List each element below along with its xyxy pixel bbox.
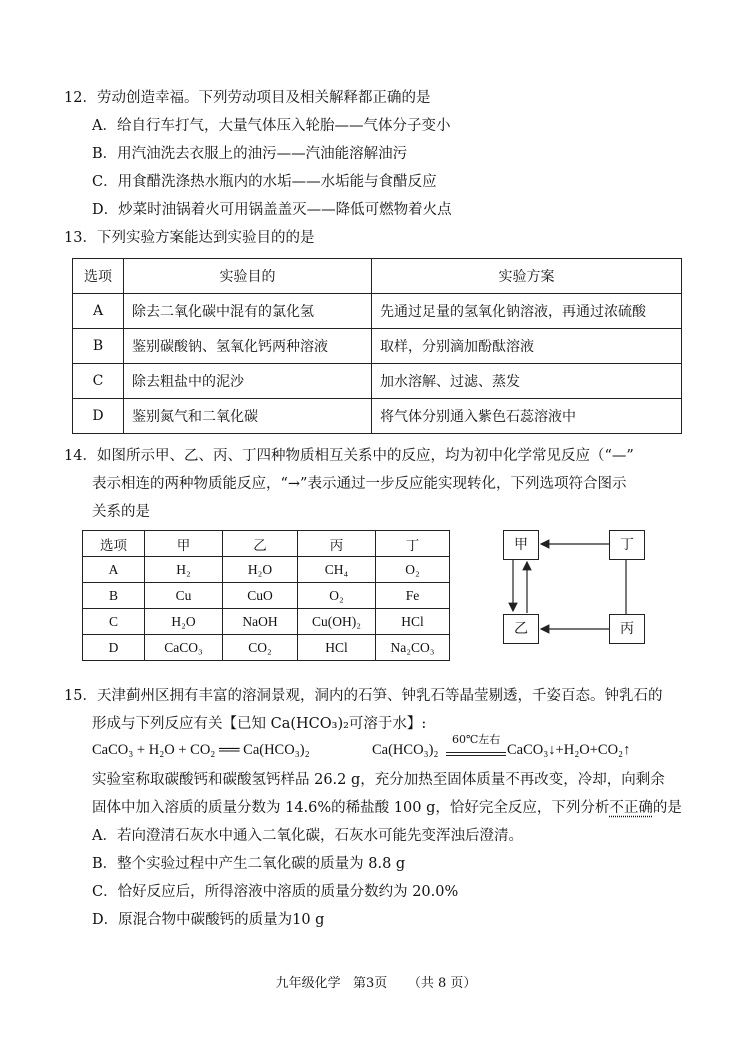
q12-option-c: C．用食醋洗涤热水瓶内的水垢——水垢能与食醋反应 [92,174,437,190]
equation-2-right: CaCO₃↓+H₂O+CO₂↑ [507,742,631,758]
table-row [83,557,450,583]
table-cell: Na₂CO₃ [376,635,450,661]
q15-option-a: A．若向澄清石灰水中通入二氧化碳，石灰水可能先变浑浊后澄清。 [92,828,523,844]
q15-stem-line2: 形成与下列反应有关【已知 Ca(HCO₃)₂可溶于水】: [92,716,427,732]
q12-option-d: D．炒菜时油锅着火可用锅盖盖灭——降低可燃物着火点 [92,202,452,218]
table-cell: O₂ [376,557,450,583]
q15-option-d: D．原混合物中碳酸钙的质量为10 g [92,912,325,928]
table-row [73,399,682,434]
table-cell: H₂O [223,557,298,583]
equation-1: CaCO₃ + H₂O + CO₂ ══ Ca(HCO₃)₂ [92,742,310,758]
table-cell: 加水溶解、过滤、蒸发 [372,364,682,399]
header-cell: 选项 [83,531,145,557]
table-row [73,294,682,329]
table-cell: CaCO₃ [145,635,223,661]
table-cell: 鉴别碳酸钠、氢氧化钙两种溶液 [124,329,372,364]
q15-stem-line1: 15．天津蓟州区拥有丰富的溶洞景观，洞内的石笋、钟乳石等晶莹剔透，千姿百态。钟乳石的 [64,688,663,704]
table-cell: CH₄ [298,557,376,583]
node-ding: 丁 [609,530,645,560]
q15-emphasis: 不正确 [609,800,653,816]
q12-stem: 12．劳动创造幸福。下列劳动项目及相关解释都正确的是 [64,90,431,106]
table-header-row [83,531,450,557]
table-cell: B [83,583,145,609]
table-cell: Cu(OH)₂ [298,609,376,635]
table-row [83,609,450,635]
table-cell: C [83,609,145,635]
q14-table [82,530,450,661]
table-cell: 除去粗盐中的泥沙 [124,364,372,399]
table-row [83,583,450,609]
q15-body-line2-a: 固体中加入溶质的质量分数为 14.6%的稀盐酸 100 g，恰好完全反应，下列分析 [92,800,610,816]
node-yi: 乙 [503,614,539,644]
table-cell: H₂ [145,557,223,583]
table-cell: A [83,557,145,583]
table-row [73,364,682,399]
table-cell: H₂O [145,609,223,635]
table-cell: 将气体分别通入紫色石蕊溶液中 [372,399,682,434]
equation-2-condition: 60℃左右 [452,733,501,746]
table-cell: HCl [298,635,376,661]
equation-2-bar [446,752,506,756]
table-cell: 先通过足量的氢氧化钠溶液，再通过浓硫酸 [372,294,682,329]
table-cell: Cu [145,583,223,609]
header-cell: 选项 [73,259,124,294]
table-cell: D [73,399,124,434]
header-cell: 丙 [298,531,376,557]
table-cell: CO₂ [223,635,298,661]
table-cell: 鉴别氮气和二氧化碳 [124,399,372,434]
header-cell: 甲 [145,531,223,557]
q15-option-b: B．整个实验过程中产生二氧化碳的质量为 8.8 g [92,856,406,872]
table-cell: NaOH [223,609,298,635]
q14-stem-line1: 14．如图所示甲、乙、丙、丁四种物质相互关系中的反应，均为初中化学常见反应（“—” [64,448,634,464]
table-cell: O₂ [298,583,376,609]
q12-option-b: B．用汽油洗去衣服上的油污——汽油能溶解油污 [92,146,408,162]
table-row [73,329,682,364]
table-row [83,635,450,661]
page-footer: 九年级化学 第3页 （共 8 页） [275,976,477,991]
table-header-row [73,259,682,294]
table-cell: C [73,364,124,399]
table-cell: 取样，分别滴加酚酞溶液 [372,329,682,364]
header-cell: 乙 [223,531,298,557]
equation-2-left: Ca(HCO₃)₂ [372,742,439,758]
header-cell: 丁 [376,531,450,557]
node-jia: 甲 [503,530,539,560]
header-cell: 实验方案 [372,259,682,294]
table-cell: Fe [376,583,450,609]
table-cell: A [73,294,124,329]
q13-table [72,258,682,434]
table-cell: 除去二氧化碳中混有的氯化氢 [124,294,372,329]
node-bing: 丙 [609,614,645,644]
table-cell: CuO [223,583,298,609]
q12-option-a: A．给自行车打气，大量气体压入轮胎——气体分子变小 [92,118,451,134]
header-cell: 实验目的 [124,259,372,294]
q14-stem-line2: 表示相连的两种物质能反应，“→”表示通过一步反应能实现转化，下列选项符合图示 [92,476,627,492]
q15-body-line2-c: 的是 [652,800,682,816]
q15-option-c: C．恰好反应后，所得溶液中溶质的质量分数约为 20.0% [92,884,459,900]
table-cell: HCl [376,609,450,635]
q15-body-line1: 实验室称取碳酸钙和碳酸氢钙样品 26.2 g，充分加热至固体质量不再改变，冷却，向剩余 [92,772,665,788]
table-cell: D [83,635,145,661]
table-cell: B [73,329,124,364]
q13-stem: 13．下列实验方案能达到实验目的的是 [64,230,315,246]
q14-stem-line3: 关系的是 [92,504,150,520]
q15-body-line2 [92,798,682,818]
